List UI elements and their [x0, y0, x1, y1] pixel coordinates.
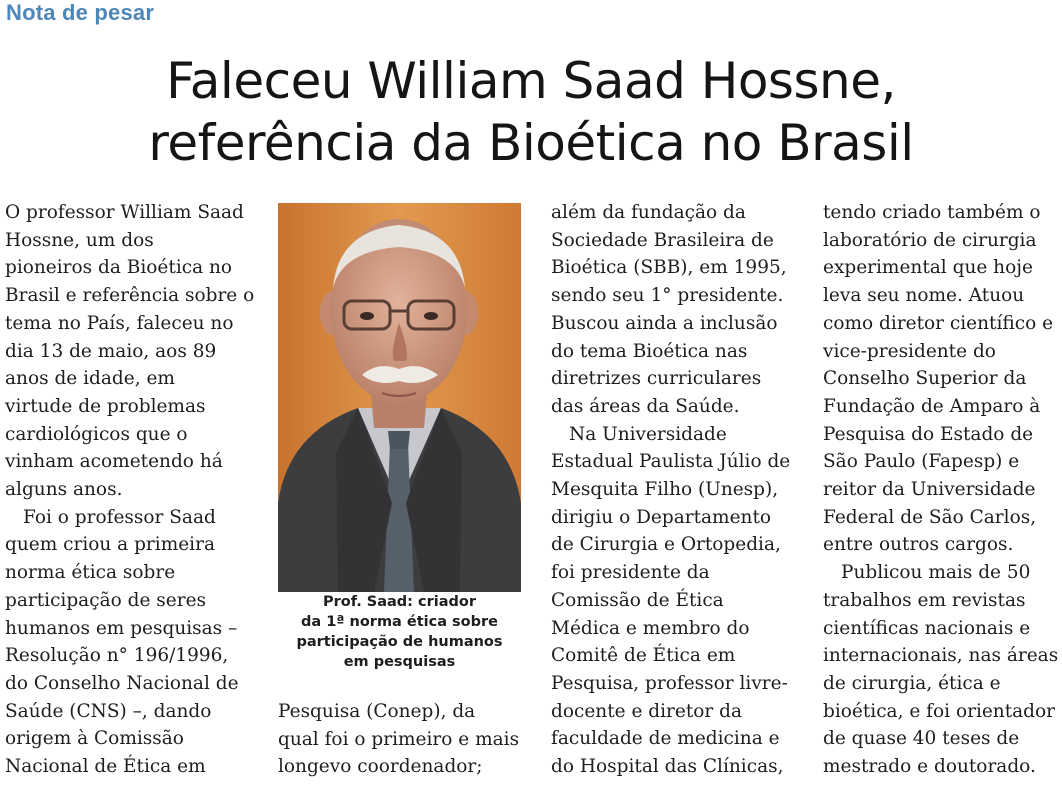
text-line: Sociedade Brasileira de	[551, 229, 774, 251]
text-line: Estadual Paulista Júlio de	[551, 451, 791, 473]
text-line: pioneiros da Bioética no	[5, 257, 233, 279]
headline-line-2: referência da Bioética no Brasil	[148, 114, 914, 172]
text-line: cardiológicos que o	[5, 423, 188, 445]
text-line: tendo criado também o	[823, 202, 1041, 223]
headline	[0, 50, 1062, 174]
text-line: participação de seres	[5, 589, 207, 611]
text-line: Pesquisa, professor livre-	[551, 672, 788, 694]
text-line: diretrizes curriculares	[551, 368, 762, 390]
text-line: Saúde (CNS) –, dando	[5, 700, 212, 722]
text-line: Médica e membro do	[551, 617, 750, 639]
text-line: faculdade de medicina e	[551, 728, 780, 750]
text-line: de Cirurgia e Ortopedia,	[551, 534, 781, 556]
caption-line: participação de humanos	[296, 634, 503, 650]
article-column-1	[5, 199, 254, 781]
text-line: Pesquisa do Estado de	[823, 423, 1034, 445]
text-line: humanos em pesquisas –	[5, 617, 238, 639]
section-label: Nota de pesar	[6, 0, 155, 25]
text-line: sendo seu 1° presidente.	[551, 285, 784, 307]
text-line: Resolução n° 196/1996,	[5, 645, 229, 667]
text-line: bioética, e foi orientador	[823, 700, 1056, 722]
text-line: do tema Bioética nas	[551, 340, 748, 362]
text-line: Publicou mais de 50	[841, 562, 1031, 584]
article-column-4	[823, 199, 1058, 781]
photo-caption	[278, 592, 521, 672]
text-line: Conselho Superior da	[823, 368, 1027, 390]
text-line: internacionais, nas áreas	[823, 645, 1059, 667]
text-line: vice-presidente do	[823, 340, 996, 362]
article-column-3	[551, 199, 790, 781]
text-line: Mesquita Filho (Unesp),	[551, 479, 779, 501]
text-line: além da fundação da	[551, 202, 746, 223]
text-line: leva seu nome. Atuou	[823, 285, 1025, 307]
text-line: entre outros cargos.	[823, 534, 1014, 556]
text-line: Foi o professor Saad	[23, 506, 216, 528]
text-line: Federal de São Carlos,	[823, 506, 1037, 528]
text-line: dirigiu o Departamento	[551, 506, 772, 528]
text-line: alguns anos.	[5, 479, 123, 501]
text-line: norma ética sobre	[5, 562, 176, 584]
text-line: vinham acometendo há	[5, 451, 223, 473]
text-line: Hossne, um dos	[5, 229, 154, 251]
text-line: Buscou ainda a inclusão	[551, 312, 778, 334]
text-line: Nacional de Ética em	[5, 756, 206, 778]
caption-line: em pesquisas	[343, 654, 456, 670]
text-line: anos de idade, em	[5, 368, 175, 390]
text-line: dia 13 de maio, aos 89	[5, 340, 217, 362]
text-line: Pesquisa (Conep), da	[278, 701, 476, 722]
caption-line: da 1ª norma ética sobre	[300, 614, 499, 630]
article-column-2	[278, 698, 519, 781]
text-line: reitor da Universidade	[823, 479, 1036, 501]
text-line: quem criou a primeira	[5, 534, 215, 556]
text-line: científicas nacionais e	[823, 617, 1031, 639]
text-line: São Paulo (Fapesp) e	[823, 451, 1020, 473]
text-line: como diretor científico e	[823, 312, 1054, 334]
portrait-photo	[278, 203, 521, 592]
text-line: trabalhos em revistas	[823, 589, 1026, 611]
headline-line-1: Faleceu William Saad Hossne,	[166, 52, 896, 110]
text-line: origem à Comissão	[5, 728, 184, 750]
text-line: do Hospital das Clínicas,	[551, 756, 784, 778]
text-line: Fundação de Amparo à	[823, 395, 1041, 417]
text-line: Na Universidade	[569, 423, 727, 445]
text-line: O professor William Saad	[5, 202, 244, 223]
text-line: Comitê de Ética em	[551, 645, 736, 667]
text-line: docente e diretor da	[551, 700, 743, 722]
text-line: laboratório de cirurgia	[823, 229, 1037, 251]
text-line: experimental que hoje	[823, 257, 1033, 279]
text-line: das áreas da Saúde.	[551, 395, 740, 417]
text-line: de cirurgia, ética e	[823, 672, 1001, 694]
text-line: virtude de problemas	[5, 395, 206, 417]
text-line: do Conselho Nacional de	[5, 672, 239, 694]
text-line: Bioética (SBB), em 1995,	[551, 257, 787, 279]
text-line: tema no País, faleceu no	[5, 312, 234, 334]
caption-line: Prof. Saad: criador	[322, 594, 477, 610]
text-line: Comissão de Ética	[551, 589, 724, 611]
text-line: longevo coordenador;	[278, 756, 483, 778]
text-line: Brasil e referência sobre o	[5, 285, 255, 307]
text-line: de quase 40 teses de	[823, 728, 1020, 750]
text-line: mestrado e doutorado.	[823, 756, 1036, 778]
text-line: qual foi o primeiro e mais	[278, 728, 520, 750]
text-line: foi presidente da	[551, 562, 710, 584]
